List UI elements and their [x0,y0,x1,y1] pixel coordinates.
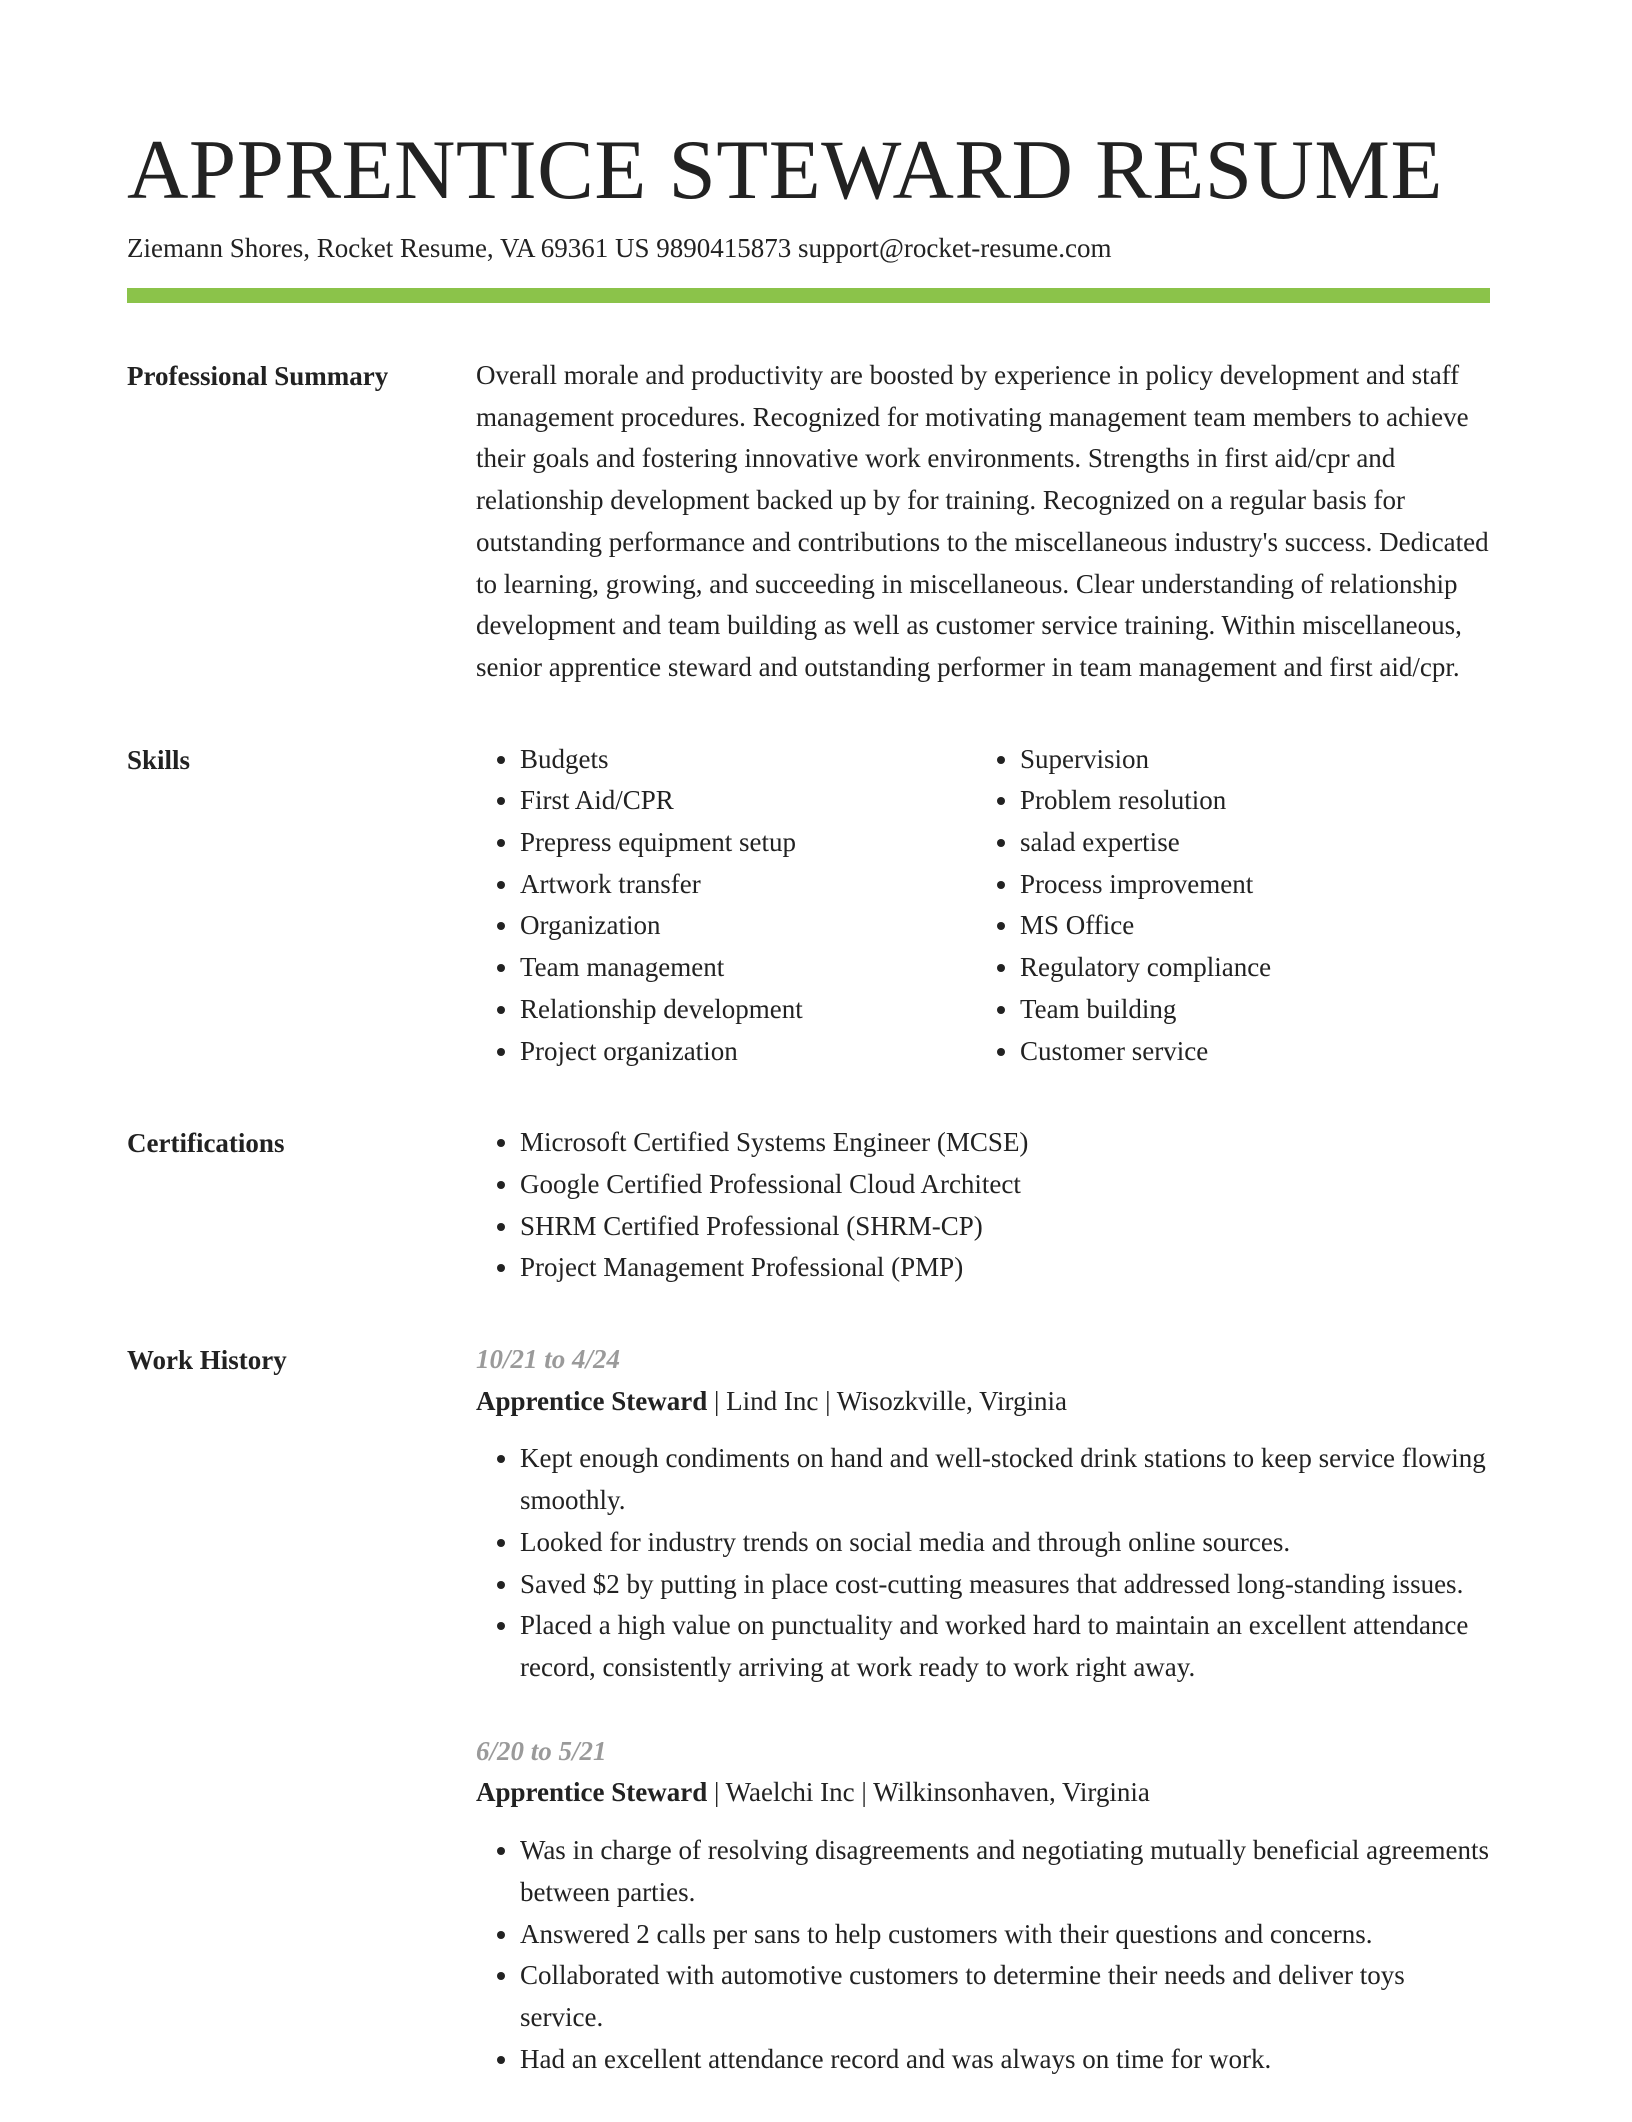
certification-item: • SHRM Certified Professional (SHRM-CP) [520,1206,1490,1248]
job-bullet: • Saved $2 by putting in place cost-cutting measures that addressed long-standing issues. [520,1564,1490,1606]
summary-content [476,355,1490,689]
summary-label: Professional Summary [127,361,389,391]
skill-item: • MS Office [1020,905,1490,947]
job-entry [476,1339,1490,1689]
summary-section [127,355,1505,689]
skills-section [127,739,1505,1073]
certifications-section [127,1122,1505,1289]
job-header [476,1381,1490,1423]
job-bullet: • Collaborated with automotive customers to determine their needs and deliver toys service. [520,1955,1490,2038]
skill-item: • Problem resolution [1020,780,1490,822]
certification-item: • Project Management Professional (PMP) [520,1247,1490,1289]
job-bullet: • Answered 2 calls per sans to help customers with their questions and concerns. [520,1914,1490,1956]
skills-label: Skills [127,744,191,775]
job-title: Apprentice Steward [476,1777,708,1808]
job-header [476,1772,1490,1814]
job-bullets [476,1830,1490,2080]
skill-item: • Project organization [520,1031,976,1073]
skill-item: • Prepress equipment setup [520,822,976,864]
certifications-label: Certifications [127,1128,285,1159]
job-bullet: • Was in charge of resolving disagreements and negotiating mutually beneficial agreements between parties. [520,1830,1490,1913]
skill-item: • Process improvement [1020,864,1490,906]
job-title: Apprentice Steward [476,1385,708,1416]
job-bullets [476,1438,1490,1688]
accent-divider [127,288,1490,303]
summary-text: Overall morale and productivity are boosted by experience in policy development and staff management procedures. Recognized for motivating management team members to achieve their goals and fostering innovative work environments. Strengths in first aid/cpr and relationship development backed up by for training. Recognized on a regular basis for outstanding performance and contributions to the miscellaneous industry's success. Dedicated to learning, growing, and succeeding in miscellaneous. Clear understanding of relationship development and team building as well as customer service training. Within miscellaneous, senior apprentice steward and outstanding performer in team management and first aid/cpr. [476,360,1489,682]
contact-line: Ziemann Shores, Rocket Resume, VA 69361 US 9890415873 support@rocket-resume.com [127,233,1112,263]
skill-item: • First Aid/CPR [520,780,976,822]
job-bullet: • Looked for industry trends on social media and through online sources. [520,1522,1490,1564]
job-details: | Lind Inc | Wisozkville, Virginia [707,1385,1068,1416]
work-history-content [476,1339,1490,2122]
work-history-label: Work History [127,1345,287,1376]
job-bullet: • Placed a high value on punctuality and worked hard to maintain an excellent attendance record, consistently arriving at work ready to work right away. [520,1605,1490,1688]
skills-list-left [476,739,976,1073]
job-bullet: • Kept enough condiments on hand and well-stocked drink stations to keep service flowing smoothly. [520,1438,1490,1521]
skills-content [476,739,1490,1073]
resume-title: APPRENTICE STEWARD RESUME [127,123,1443,217]
skill-item: • Supervision [1020,739,1490,781]
skill-item: • Customer service [1020,1031,1490,1073]
certifications-list [476,1122,1490,1289]
skill-item: • Organization [520,905,976,947]
job-details: | Waelchi Inc | Wilkinsonhaven, Virginia [707,1777,1150,1808]
job-entry [476,1731,1490,2081]
skill-item: • salad expertise [1020,822,1490,864]
job-dates: 10/21 to 4/24 [476,1344,621,1375]
job-dates: 6/20 to 5/21 [476,1735,607,1766]
skill-item: • Regulatory compliance [1020,947,1490,989]
skill-item: • Artwork transfer [520,864,976,906]
skill-item: • Relationship development [520,989,976,1031]
job-bullet: • Had an excellent attendance record and was always on time for work. [520,2039,1490,2081]
certification-item: • Microsoft Certified Systems Engineer (MCSE) [520,1122,1490,1164]
certifications-content [476,1122,1490,1289]
skills-list-right [976,739,1490,1073]
skill-item: • Team management [520,947,976,989]
skill-item: • Budgets [520,739,976,781]
skill-item: • Team building [1020,989,1490,1031]
work-history-section [127,1339,1505,2122]
certification-item: • Google Certified Professional Cloud Architect [520,1164,1490,1206]
